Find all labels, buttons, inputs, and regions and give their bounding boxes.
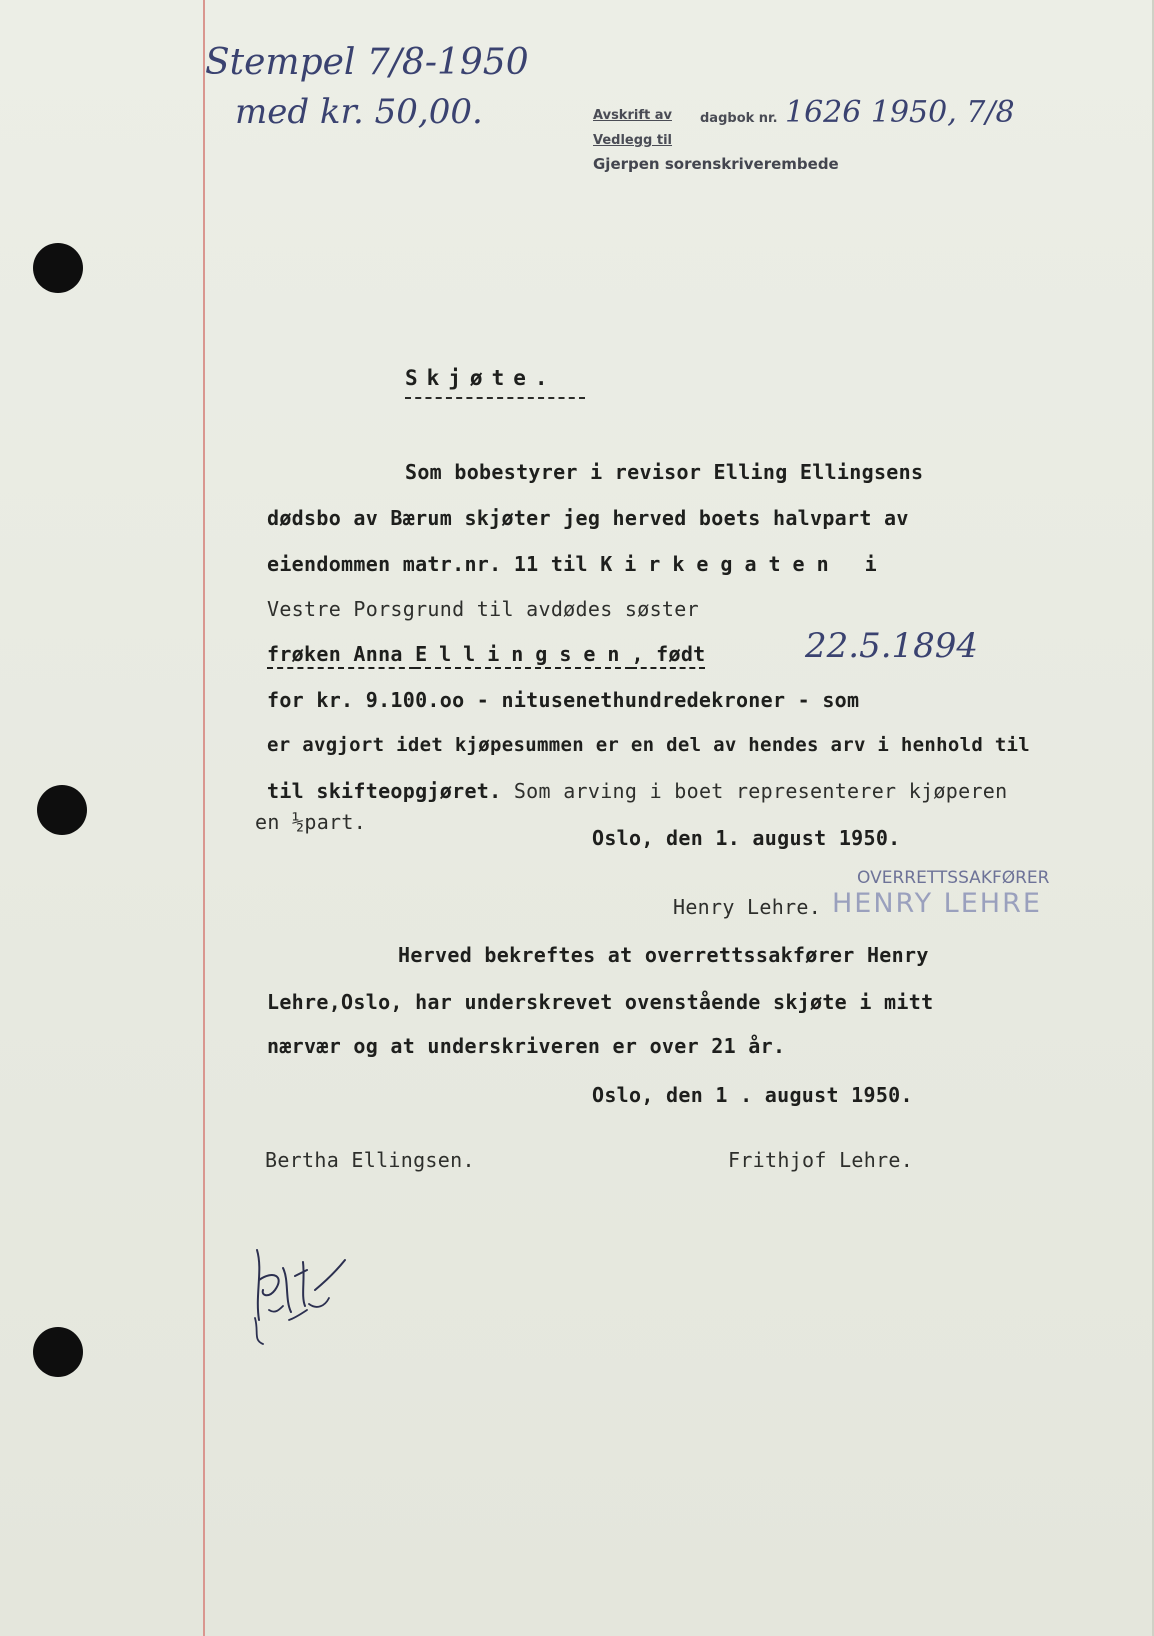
body-line (267, 779, 1007, 803)
stamp-journal-label: dagbok nr. (700, 111, 778, 126)
body-text: til skifteopgjøret. (267, 779, 502, 803)
handwritten-fee-note: med kr. 50,00. (235, 92, 483, 132)
signer-name: Henry Lehre. (673, 895, 822, 919)
document-title: Skjøte. (405, 366, 557, 390)
body-text: frøken Anna (267, 642, 416, 666)
title-underline (405, 397, 585, 399)
body-line: dødsbo av Bærum skjøter jeg herved boets halvpart av (267, 506, 909, 530)
body-line: Lehre,Oslo, har underskrevet ovenstående skjøte i mitt (267, 990, 934, 1014)
punch-hole-middle (37, 785, 87, 835)
body-text: , født (631, 642, 706, 666)
street-name: Kirkegaten i (600, 552, 889, 576)
attorney-stamp-name: HENRY LEHRE (832, 888, 1042, 919)
signing-date: Oslo, den 1. august 1950. (592, 826, 901, 850)
body-line: en ½part. (255, 810, 367, 834)
body-line: Som bobestyrer i revisor Elling Ellingsens (405, 460, 924, 484)
red-margin-line (203, 0, 205, 1636)
punch-hole-top (33, 243, 83, 293)
body-text: Som arving i boet representerer kjøperen (501, 779, 1008, 803)
punch-hole-bottom (33, 1327, 83, 1377)
body-line: er avgjort idet kjøpesummen er en del av hendes arv i henhold til (267, 734, 1031, 756)
stamp-office-name: Gjerpen sorenskriverembede (593, 155, 839, 173)
buyer-line (267, 642, 706, 666)
stamp-copy-label: Avskrift av (593, 108, 672, 123)
witness-left-name: Bertha Ellingsen. (265, 1148, 475, 1172)
witness-date: Oslo, den 1 . august 1950. (592, 1083, 913, 1107)
body-line (267, 552, 889, 576)
body-line: for kr. 9.100.oo - nitusenethundredekroner - som (267, 688, 860, 712)
body-line: Herved bekreftes at overrettssakfører Henry (398, 943, 929, 967)
handwritten-birth-date: 22.5.1894 (805, 626, 979, 666)
witness-right-name: Frithjof Lehre. (728, 1148, 914, 1172)
initials-scribble (245, 1240, 355, 1350)
handwritten-journal-number: 1626 1950, 7/8 (785, 95, 1015, 130)
attorney-stamp-title: OVERRETTSSAKFØRER (857, 868, 1050, 888)
body-line: nærvær og at underskriveren er over 21 år. (267, 1034, 786, 1058)
body-text: eiendommen matr.nr. 11 til (267, 552, 601, 576)
stamp-attachment-label: Vedlegg til (593, 133, 673, 148)
handwritten-stamp-note: Stempel 7/8-1950 (205, 42, 529, 83)
buyer-surname: Ellingsen (415, 642, 632, 666)
body-line: Vestre Porsgrund til avdødes søster (267, 597, 699, 621)
